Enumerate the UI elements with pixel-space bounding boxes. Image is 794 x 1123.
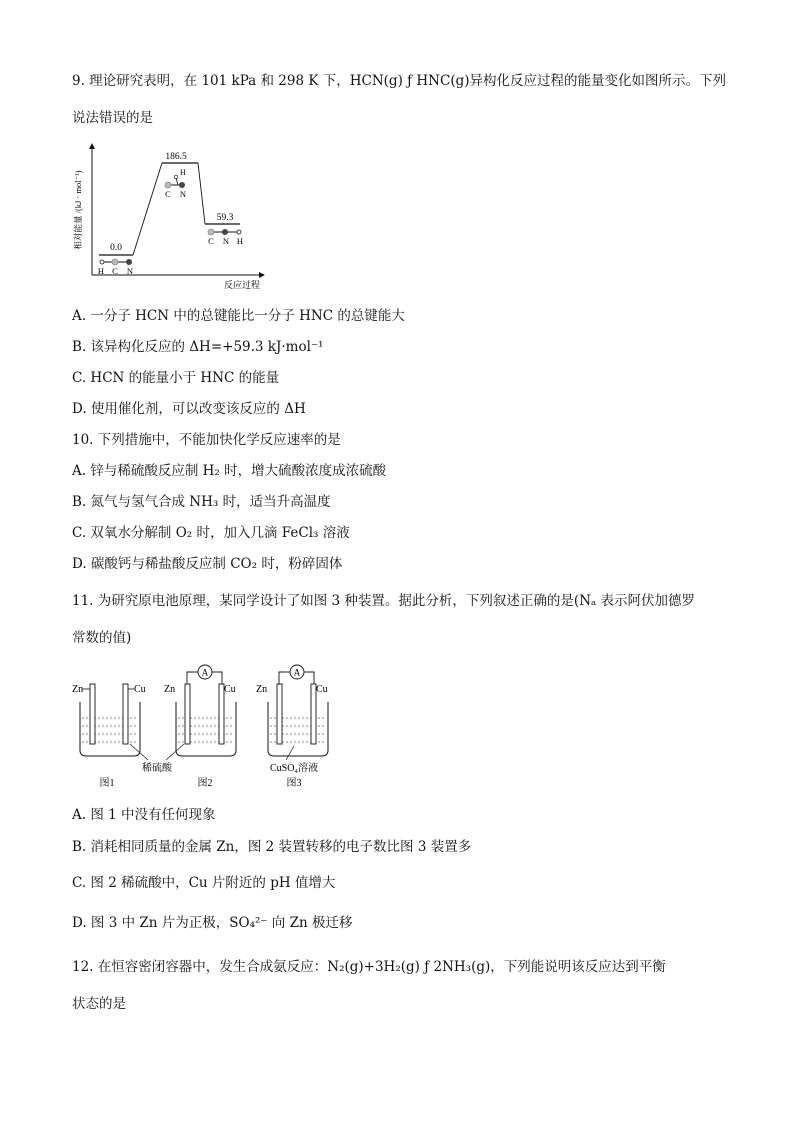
level-end-label: 59.3: [216, 213, 234, 223]
level-ts-label: 186.5: [165, 152, 187, 162]
svg-text:N: N: [222, 236, 230, 246]
q11-stem-line2: 常数的值): [72, 630, 132, 646]
galvanic-cell-diagram: [72, 660, 372, 790]
fig3-zn-label: Zn: [256, 684, 268, 695]
q9-stem-line1: 9. 理论研究表明，在 101 kPa 和 298 K 下，HCN(g) ƒ HNC(g)异构化反应过程的能量变化如图所示。下列: [72, 73, 727, 89]
q10-stem: 10. 下列措施中，不能加快化学反应速率的是: [72, 432, 341, 448]
q9-stem-line2: 说法错误的是: [72, 110, 153, 126]
fig1-cu-label: Cu: [134, 684, 146, 695]
svg-text:H: H: [97, 266, 105, 276]
q12-stem-line2: 状态的是: [72, 996, 126, 1012]
fig3-caption: 图3: [286, 778, 302, 789]
acid-label: 稀硫酸: [142, 763, 172, 774]
cuso4-label: CuSO₄溶液: [270, 763, 318, 774]
q10-option-b: B. 氮气与氢气合成 NH₃ 时，适当升高温度: [72, 494, 331, 510]
q9-option-c: C. HCN 的能量小于 HNC 的能量: [72, 370, 280, 386]
fig2-ammeter-label: A: [201, 667, 209, 678]
q9-option-a: A. 一分子 HCN 中的总键能比一分子 HNC 的总键能大: [72, 308, 405, 324]
molecule-transition-state: [165, 168, 186, 199]
figure-3-beaker: [256, 665, 328, 789]
svg-text:H: H: [236, 236, 244, 246]
y-axis-label: 相对能量 /(kJ · mol⁻¹): [73, 170, 83, 250]
q11-option-a: A. 图 1 中没有任何现象: [72, 807, 216, 823]
q10-option-c: C. 双氧水分解制 O₂ 时，加入几滴 FeCl₃ 溶液: [72, 525, 350, 541]
svg-text:C: C: [165, 189, 171, 199]
fig1-zn-label: Zn: [72, 684, 84, 695]
fig2-cu-label: Cu: [224, 684, 236, 695]
acid-leader-2: [166, 744, 184, 760]
molecule-hnc-end: [208, 229, 243, 246]
svg-text:N: N: [179, 189, 187, 199]
molecule-hcn-start: [98, 259, 133, 276]
q11-option-d: D. 图 3 中 Zn 片为正极，SO₄²⁻ 向 Zn 极迁移: [72, 915, 353, 931]
fig3-ammeter-label: A: [293, 667, 301, 678]
svg-text:C: C: [112, 266, 118, 276]
q9-option-d: D. 使用催化剂，可以改变该反应的 ΔH: [72, 401, 306, 417]
q10-option-d: D. 碳酸钙与稀盐酸反应制 CO₂ 时，粉碎固体: [72, 556, 343, 572]
svg-text:C: C: [208, 236, 214, 246]
q12-stem-line1: 12. 在恒容密闭容器中，发生合成氨反应：N₂(g)+3H₂(g) ƒ 2NH₃(g)，下列能说明该反应达到平衡: [72, 959, 666, 975]
fig1-caption: 图1: [99, 778, 115, 789]
reaction-path: [133, 163, 162, 255]
fig2-zn-label: Zn: [164, 684, 176, 695]
svg-text:N: N: [126, 266, 134, 276]
acid-leader-1: [130, 744, 148, 760]
svg-text:H: H: [180, 168, 186, 177]
fig2-caption: 图2: [197, 778, 213, 789]
level-start-label: 0.0: [110, 243, 122, 253]
q11-option-b: B. 消耗相同质量的金属 Zn，图 2 装置转移的电子数比图 3 装置多: [72, 839, 472, 855]
figure-1-beaker: [72, 684, 146, 789]
q11-option-c: C. 图 2 稀硫酸中，Cu 片附近的 pH 值增大: [72, 875, 336, 891]
q11-stem-line1: 11. 为研究原电池原理，某同学设计了如图 3 种装置。据此分析，下列叙述正确的是(Nₐ 表示阿伏加德罗: [72, 593, 696, 609]
q10-option-a: A. 锌与稀硫酸反应制 H₂ 时，增大硫酸浓度成浓硫酸: [72, 463, 387, 479]
figure-2-beaker: [164, 665, 236, 789]
cuso4-leader: [286, 746, 294, 760]
fig3-cu-label: Cu: [316, 684, 328, 695]
energy-profile-diagram: [72, 140, 282, 290]
reaction-path-2: [198, 163, 205, 224]
x-axis-label: 反应过程: [223, 280, 261, 290]
q9-option-b: B. 该异构化反应的 ΔH=+59.3 kJ·mol⁻¹: [72, 339, 324, 355]
